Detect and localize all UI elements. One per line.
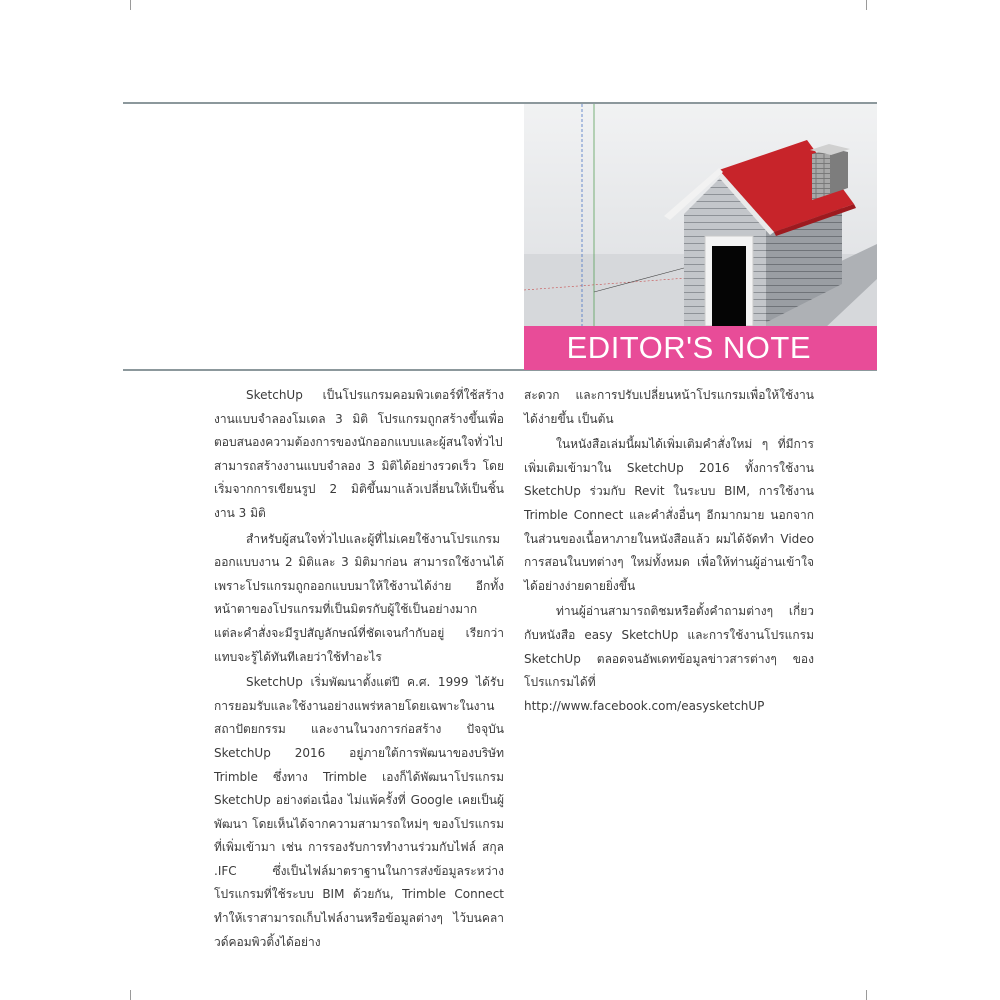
house-model-illustration	[524, 104, 877, 326]
crop-mark	[866, 0, 867, 10]
crop-mark	[866, 990, 867, 1000]
paragraph: SketchUp เริ่มพัฒนาตั้งแต่ปี ค.ศ. 1999 ได้รับการยอมรับและใช้งานอย่างแพร่หลายโดยเฉพาะในงานสถาปัตยกรรม และงานในวงการก่อสร้าง ปัจจุบัน SketchUp 2016 อยู่ภายใต้การพัฒนาของบริษัท Trimble ซึ่งทาง Trimble เองก็ได้พัฒนาโปรแกรม SketchUp อย่างต่อเนื่อง ไม่แพ้ครั้งที่ Google เคยเป็นผู้พัฒนา โดยเห็นได้จากความสามารถใหม่ๆ ของโปรแกรมที่เพิ่มเข้ามา เช่น การรองรับการทำงานร่วมกับไฟล์ สกุล .IFC ซึ่งเป็นไฟล์มาตราฐานในการส่งข้อมูลระหว่างโปรแกรมที่ใช้ระบบ BIM ด้วยกัน, Trimble Connect ทำให้เราสามารถเก็บไฟล์งานหรือข้อมูลต่างๆ ไว้บนคลาวด์คอมพิวติ้งได้อย่าง	[214, 675, 504, 949]
paragraph: สำหรับผู้สนใจทั่วไปและผู้ที่ไม่เคยใช้งานโปรแกรมออกแบบงาน 2 มิติและ 3 มิติมาก่อน สามารถใช้งานได้ เพราะโปรแกรมถูกออกแบบมาให้ใช้งานได้ง่าย อีกทั้งหน้าตาของโปรแกรมที่เป็นมิตรกับผู้ใช้เป็นอย่างมาก แต่ละคำสั่งจะมีรูปสัญลักษณ์ที่ชัดเจนกำกับอยู่ เรียกว่าแทบจะรู้ได้ทันทีเลยว่าใช้ทำอะไร	[214, 531, 504, 664]
paragraph: SketchUp เป็นโปรแกรมคอมพิวเตอร์ที่ใช้สร้างงานแบบจำลองโมเดล 3 มิติ โปรแกรมถูกสร้างขึ้นเพื่อตอบสนองความต้องการของนักออกแบบและผู้สนใจทั่วไป สามารถสร้างงานแบบจำลอง 3 มิติได้อย่างรวดเร็ว โดยเริ่มจากการเขียนรูป 2 มิติขึ้นมาแล้วเปลี่ยนให้เป็นชิ้นงาน 3 มิติ	[214, 388, 504, 520]
article-left-column	[214, 384, 504, 956]
paragraph: ในหนังสือเล่มนี้ผมได้เพิ่มเติมคำสั่งใหม่ ๆ ที่มีการเพิ่มเติมเข้ามาใน SketchUp 2016 ทั้งการใช้งาน SketchUp ร่วมกับ Revit ในระบบ BIM, การใช้งาน Trimble Connect และคำสั่งอื่นๆ อีกมากมาย นอกจากในส่วนของเนื้อหาภายในหนังสือแล้ว ผมได้จัดทำ Video การสอนในบทต่างๆ ใหม่ทั้งหมด เพื่อให้ท่านผู้อ่านเข้าใจได้อย่างง่ายดายยิ่งขึ้น	[524, 437, 814, 593]
crop-mark	[130, 990, 131, 1000]
article-right-column	[524, 384, 814, 720]
crop-mark	[130, 0, 131, 10]
paragraph: ท่านผู้อ่านสามารถติชมหรือตั้งคำถามต่างๆ เกี่ยวกับหนังสือ easy SketchUp และการใช้งานโปรแกรม SketchUp ตลอดจนอัพเดทข้อมูลข่าวสารต่างๆ ของโปรแกรมได้ที่ http://www.facebook.com/easysketchUP	[524, 604, 814, 713]
paragraph-continuation: สะดวก และการปรับเปลี่ยนหน้าโปรแกรมเพื่อให้ใช้งานได้ง่ายขึ้น เป็นต้น	[524, 388, 814, 426]
editors-note-banner: EDITOR'S NOTE	[524, 326, 877, 370]
hero-image	[524, 104, 877, 326]
